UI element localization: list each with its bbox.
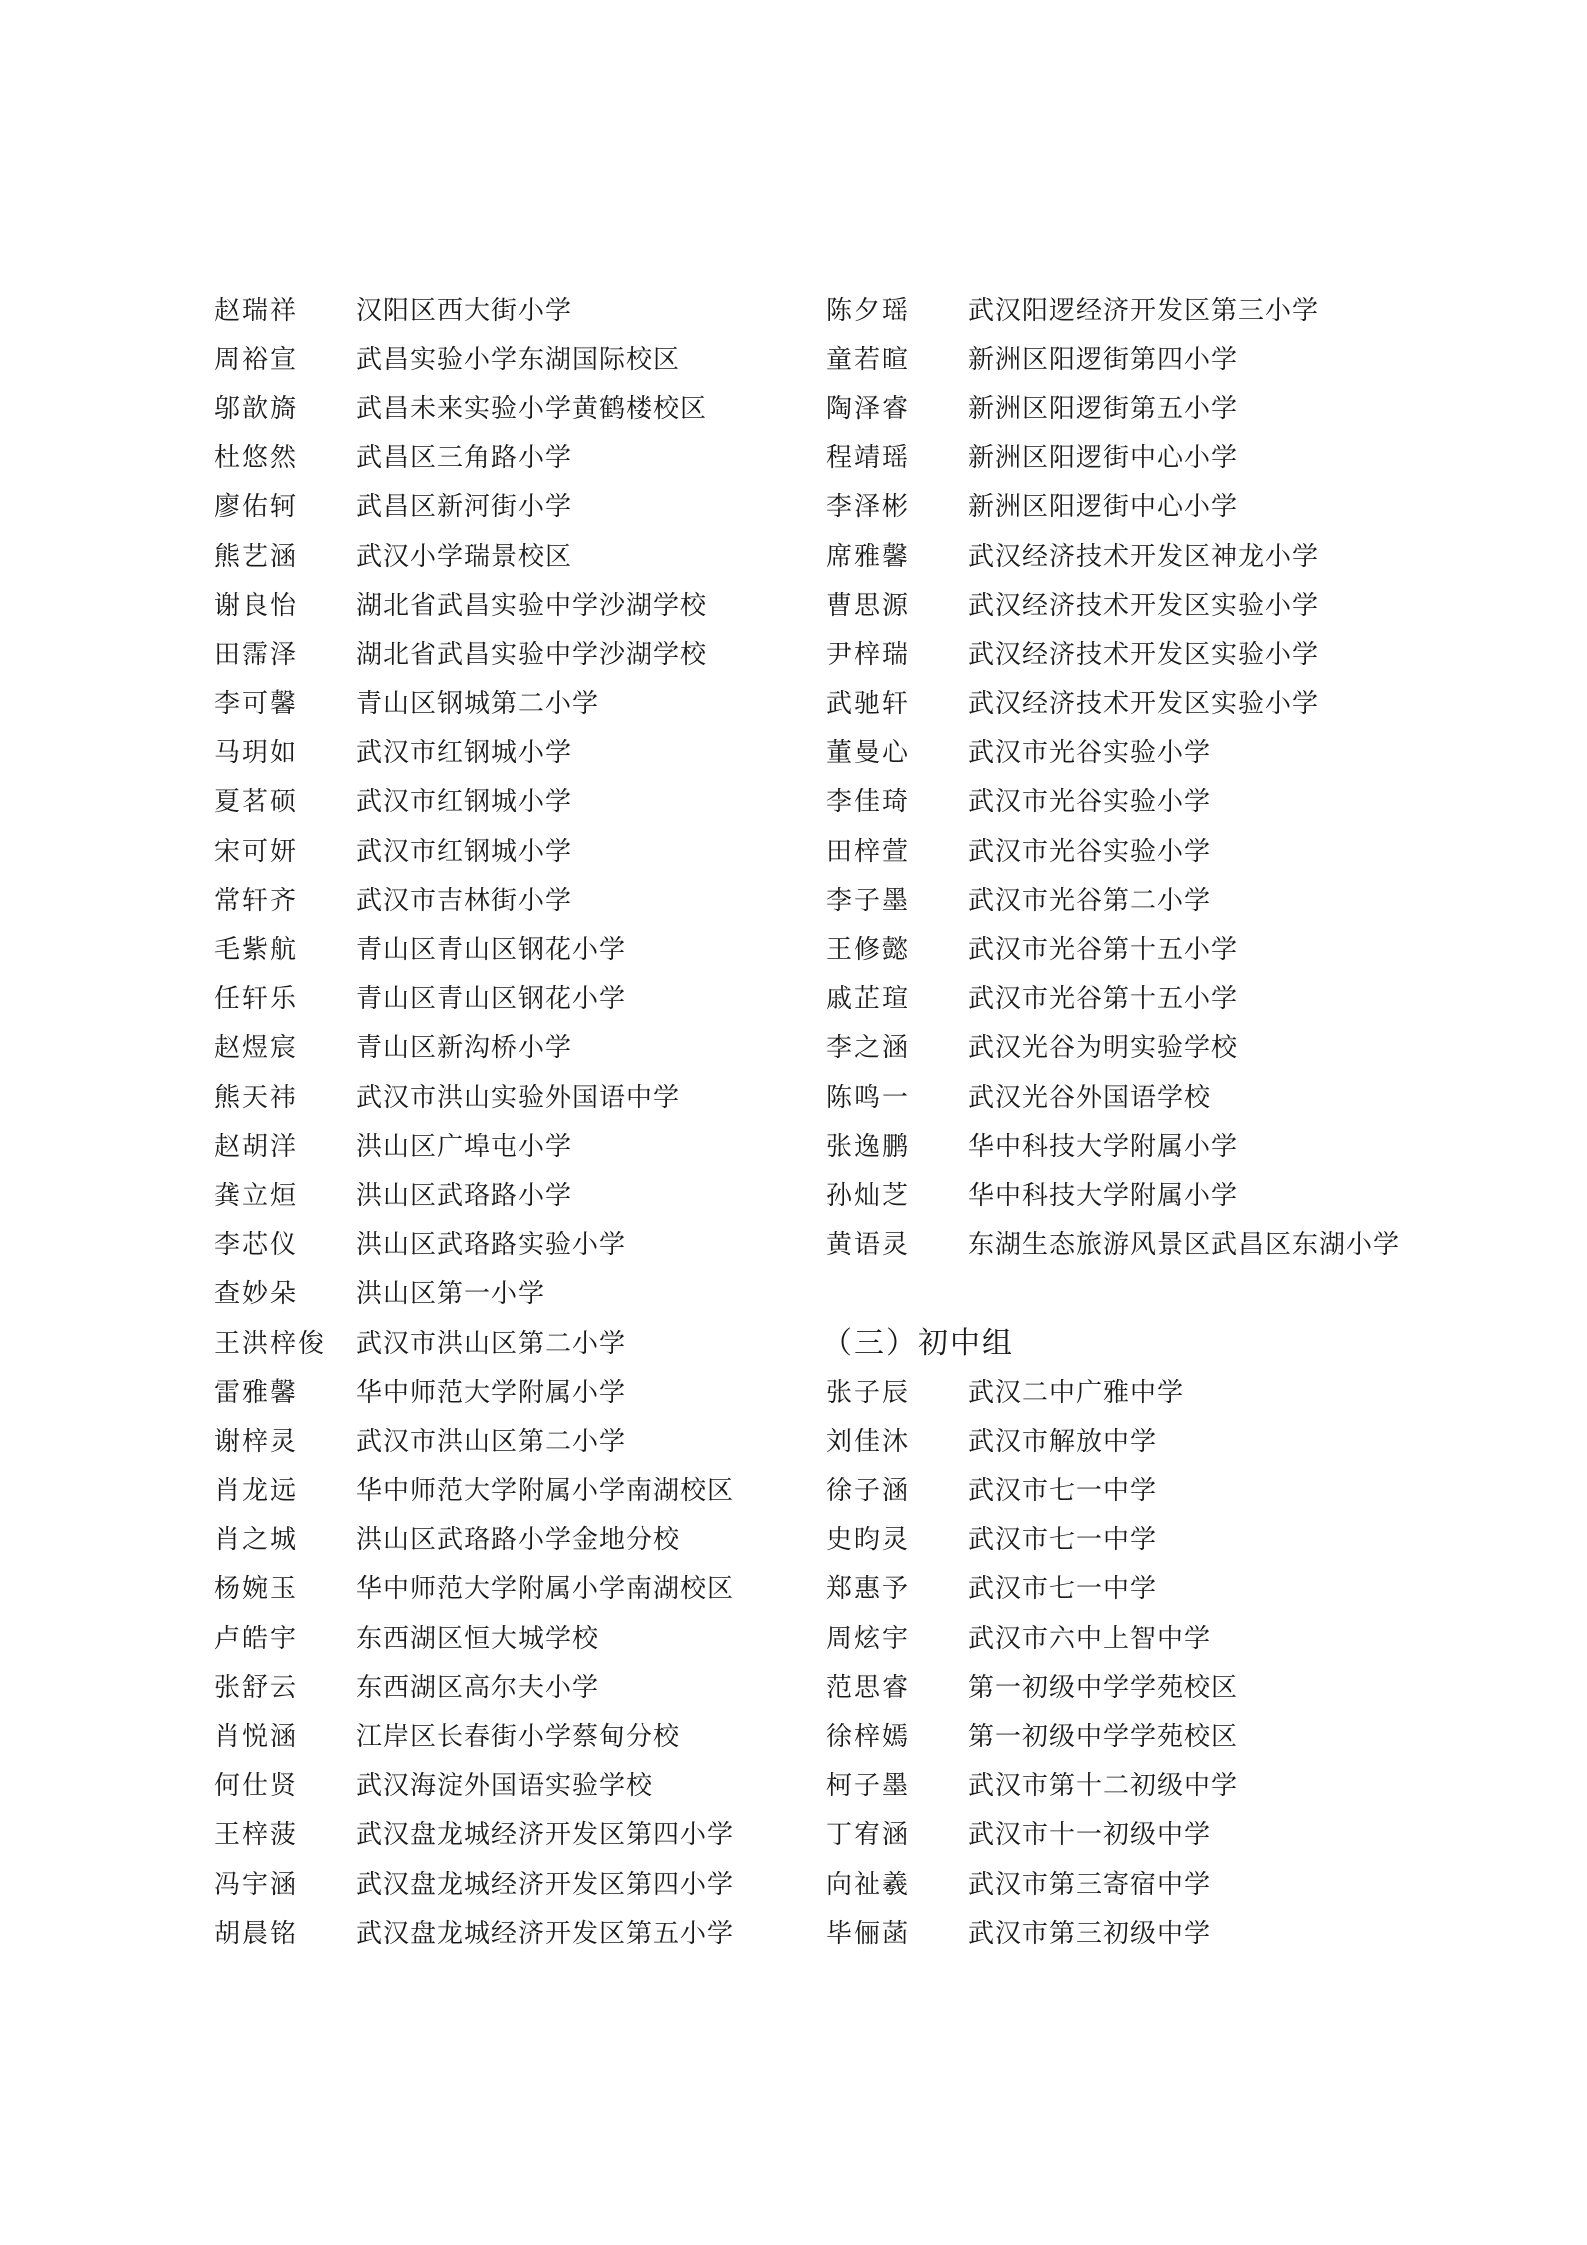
school-name: 洪山区武珞路小学金地分校 bbox=[356, 1525, 681, 1556]
school-name: 华中师范大学附属小学南湖校区 bbox=[356, 1476, 735, 1507]
list-item bbox=[214, 975, 834, 1024]
list-item bbox=[214, 1516, 834, 1565]
list-item bbox=[826, 1467, 1446, 1516]
list-item bbox=[214, 1762, 834, 1811]
list-item bbox=[214, 1171, 834, 1220]
student-name: 李子墨 bbox=[826, 885, 911, 916]
student-name: 田霈泽 bbox=[214, 639, 299, 670]
list-item bbox=[826, 1712, 1446, 1761]
school-name: 洪山区武珞路实验小学 bbox=[356, 1230, 627, 1261]
school-name: 武汉经济技术开发区神龙小学 bbox=[968, 541, 1320, 572]
list-item bbox=[214, 1024, 834, 1073]
student-name: 程靖瑶 bbox=[826, 443, 911, 474]
school-name: 东湖生态旅游风景区武昌区东湖小学 bbox=[968, 1230, 1401, 1261]
student-name: 熊艺涵 bbox=[214, 541, 299, 572]
list-item bbox=[826, 1565, 1446, 1614]
school-name: 武汉市洪山区第二小学 bbox=[356, 1426, 627, 1457]
list-item bbox=[826, 532, 1446, 581]
school-name: 武昌区新河街小学 bbox=[356, 492, 573, 523]
student-name: 廖佑轲 bbox=[214, 492, 299, 523]
section-spacer bbox=[826, 1270, 1446, 1319]
school-name: 武汉市六中上智中学 bbox=[968, 1623, 1212, 1654]
student-name: 查妙朵 bbox=[214, 1279, 299, 1310]
student-name: 谢梓灵 bbox=[214, 1426, 299, 1457]
list-item bbox=[826, 925, 1446, 974]
list-item bbox=[214, 729, 834, 778]
list-item bbox=[214, 1368, 834, 1417]
list-item bbox=[214, 434, 834, 483]
school-name: 武昌区三角路小学 bbox=[356, 443, 573, 474]
student-name: 曹思源 bbox=[826, 590, 911, 621]
student-name: 赵胡洋 bbox=[214, 1131, 299, 1162]
school-name: 武昌实验小学东湖国际校区 bbox=[356, 344, 681, 375]
student-name: 冯宇涵 bbox=[214, 1869, 299, 1900]
school-name: 武汉市光谷第十五小学 bbox=[968, 935, 1239, 966]
student-name: 武驰轩 bbox=[826, 689, 911, 720]
school-name: 武汉市洪山区第二小学 bbox=[356, 1328, 627, 1359]
list-item bbox=[214, 532, 834, 581]
list-item bbox=[214, 335, 834, 384]
school-name: 武汉市十一初级中学 bbox=[968, 1820, 1212, 1851]
student-name: 熊天祎 bbox=[214, 1082, 299, 1113]
school-name: 武汉经济技术开发区实验小学 bbox=[968, 689, 1320, 720]
school-name: 武汉市洪山实验外国语中学 bbox=[356, 1082, 681, 1113]
student-name: 李可馨 bbox=[214, 689, 299, 720]
list-item bbox=[826, 1663, 1446, 1712]
student-name: 陈夕瑶 bbox=[826, 295, 911, 326]
list-item bbox=[826, 1417, 1446, 1466]
school-name: 武汉市光谷实验小学 bbox=[968, 787, 1212, 818]
student-name: 王洪梓俊 bbox=[214, 1328, 327, 1359]
student-name: 柯子墨 bbox=[826, 1771, 911, 1802]
student-name: 戚芷瑄 bbox=[826, 984, 911, 1015]
school-name: 洪山区第一小学 bbox=[356, 1279, 546, 1310]
list-item bbox=[214, 630, 834, 679]
school-name: 青山区青山区钢花小学 bbox=[356, 984, 627, 1015]
list-item bbox=[214, 876, 834, 925]
list-item bbox=[214, 286, 834, 335]
student-name: 何仕贤 bbox=[214, 1771, 299, 1802]
list-item bbox=[826, 827, 1446, 876]
school-name: 武汉经济技术开发区实验小学 bbox=[968, 639, 1320, 670]
list-item bbox=[826, 1221, 1446, 1270]
student-name: 胡晨铭 bbox=[214, 1918, 299, 1949]
list-item bbox=[826, 1368, 1446, 1417]
school-name: 武汉市七一中学 bbox=[968, 1574, 1158, 1605]
school-name: 武汉市吉林街小学 bbox=[356, 885, 573, 916]
student-name: 范思睿 bbox=[826, 1672, 911, 1703]
list-item bbox=[826, 876, 1446, 925]
list-item bbox=[826, 1122, 1446, 1171]
student-name: 徐梓嫣 bbox=[826, 1722, 911, 1753]
school-name: 汉阳区西大街小学 bbox=[356, 295, 573, 326]
school-name: 江岸区长春街小学蔡甸分校 bbox=[356, 1722, 681, 1753]
student-name: 赵煜宸 bbox=[214, 1033, 299, 1064]
list-item bbox=[826, 483, 1446, 532]
list-item bbox=[826, 630, 1446, 679]
list-item bbox=[826, 434, 1446, 483]
list-item bbox=[826, 778, 1446, 827]
list-item bbox=[214, 1221, 834, 1270]
list-item bbox=[214, 1860, 834, 1909]
school-name: 第一初级中学学苑校区 bbox=[968, 1672, 1239, 1703]
student-name: 陈鸣一 bbox=[826, 1082, 911, 1113]
left-column bbox=[214, 286, 834, 1958]
student-name: 周炫宇 bbox=[826, 1623, 911, 1654]
list-item bbox=[826, 1171, 1446, 1220]
list-item bbox=[214, 1073, 834, 1122]
list-item bbox=[826, 1024, 1446, 1073]
school-name: 华中师范大学附属小学南湖校区 bbox=[356, 1574, 735, 1605]
school-name: 武昌未来实验小学黄鹤楼校区 bbox=[356, 393, 708, 424]
student-name: 郑惠予 bbox=[826, 1574, 911, 1605]
school-name: 武汉光谷外国语学校 bbox=[968, 1082, 1212, 1113]
student-name: 龚立烜 bbox=[214, 1180, 299, 1211]
list-item bbox=[214, 1663, 834, 1712]
school-name: 武汉市红钢城小学 bbox=[356, 836, 573, 867]
student-name: 毕俪菡 bbox=[826, 1918, 911, 1949]
school-name: 新洲区阳逻街第四小学 bbox=[968, 344, 1239, 375]
student-name: 赵瑞祥 bbox=[214, 295, 299, 326]
list-item bbox=[826, 1073, 1446, 1122]
school-name: 武汉市光谷实验小学 bbox=[968, 836, 1212, 867]
list-item bbox=[214, 1811, 834, 1860]
student-name: 马玥如 bbox=[214, 738, 299, 769]
list-item bbox=[214, 384, 834, 433]
student-name: 宋可妍 bbox=[214, 836, 299, 867]
school-name: 青山区青山区钢花小学 bbox=[356, 935, 627, 966]
list-item bbox=[826, 729, 1446, 778]
list-item bbox=[826, 1516, 1446, 1565]
student-name: 史昀灵 bbox=[826, 1525, 911, 1556]
student-name: 谢良怡 bbox=[214, 590, 299, 621]
school-name: 武汉盘龙城经济开发区第四小学 bbox=[356, 1869, 735, 1900]
student-name: 张舒云 bbox=[214, 1672, 299, 1703]
school-name: 东西湖区恒大城学校 bbox=[356, 1623, 600, 1654]
school-name: 武汉市解放中学 bbox=[968, 1426, 1158, 1457]
student-name: 肖之城 bbox=[214, 1525, 299, 1556]
student-name: 董曼心 bbox=[826, 738, 911, 769]
student-name: 杨婉玉 bbox=[214, 1574, 299, 1605]
student-name: 肖龙远 bbox=[214, 1476, 299, 1507]
student-name: 雷雅馨 bbox=[214, 1377, 299, 1408]
student-name: 尹梓瑞 bbox=[826, 639, 911, 670]
list-item bbox=[214, 1712, 834, 1761]
school-name: 洪山区广埠屯小学 bbox=[356, 1131, 573, 1162]
student-name: 王修懿 bbox=[826, 935, 911, 966]
list-item bbox=[826, 680, 1446, 729]
list-item bbox=[826, 335, 1446, 384]
list-item bbox=[826, 286, 1446, 335]
school-name: 武汉市红钢城小学 bbox=[356, 738, 573, 769]
student-name: 肖悦涵 bbox=[214, 1722, 299, 1753]
school-name: 武汉经济技术开发区实验小学 bbox=[968, 590, 1320, 621]
student-name: 邬歆旖 bbox=[214, 393, 299, 424]
student-name: 席雅馨 bbox=[826, 541, 911, 572]
school-name: 新洲区阳逻街第五小学 bbox=[968, 393, 1239, 424]
school-name: 武汉市第三寄宿中学 bbox=[968, 1869, 1212, 1900]
school-name: 湖北省武昌实验中学沙湖学校 bbox=[356, 590, 708, 621]
list-item bbox=[826, 1811, 1446, 1860]
student-name: 张子辰 bbox=[826, 1377, 911, 1408]
student-name: 周裕宣 bbox=[214, 344, 299, 375]
school-name: 新洲区阳逻街中心小学 bbox=[968, 443, 1239, 474]
list-item bbox=[214, 925, 834, 974]
school-name: 青山区钢城第二小学 bbox=[356, 689, 600, 720]
school-name: 华中师范大学附属小学 bbox=[356, 1377, 627, 1408]
school-name: 武汉市第三初级中学 bbox=[968, 1918, 1212, 1949]
list-item bbox=[214, 1565, 834, 1614]
section-heading: （三）初中组 bbox=[822, 1325, 1014, 1361]
student-name: 常轩齐 bbox=[214, 885, 299, 916]
student-name: 李泽彬 bbox=[826, 492, 911, 523]
student-name: 王梓菠 bbox=[214, 1820, 299, 1851]
student-name: 陶泽睿 bbox=[826, 393, 911, 424]
list-item bbox=[214, 581, 834, 630]
student-name: 夏茗硕 bbox=[214, 787, 299, 818]
school-name: 武汉二中广雅中学 bbox=[968, 1377, 1185, 1408]
school-name: 武汉市红钢城小学 bbox=[356, 787, 573, 818]
student-name: 张逸鹏 bbox=[826, 1131, 911, 1162]
school-name: 青山区新沟桥小学 bbox=[356, 1033, 573, 1064]
student-name: 孙灿芝 bbox=[826, 1180, 911, 1211]
school-name: 武汉市光谷第十五小学 bbox=[968, 984, 1239, 1015]
student-name: 卢皓宇 bbox=[214, 1623, 299, 1654]
school-name: 东西湖区高尔夫小学 bbox=[356, 1672, 600, 1703]
student-name: 田梓萱 bbox=[826, 836, 911, 867]
school-name: 武汉盘龙城经济开发区第五小学 bbox=[356, 1918, 735, 1949]
school-name: 华中科技大学附属小学 bbox=[968, 1180, 1239, 1211]
list-item bbox=[214, 778, 834, 827]
list-item bbox=[826, 384, 1446, 433]
student-name: 刘佳沐 bbox=[826, 1426, 911, 1457]
student-name: 丁宥涵 bbox=[826, 1820, 911, 1851]
school-name: 武汉市光谷第二小学 bbox=[968, 885, 1212, 916]
school-name: 新洲区阳逻街中心小学 bbox=[968, 492, 1239, 523]
list-item bbox=[214, 483, 834, 532]
right-column bbox=[822, 286, 1446, 1958]
list-item bbox=[826, 975, 1446, 1024]
school-name: 华中科技大学附属小学 bbox=[968, 1131, 1239, 1162]
student-name: 向祉羲 bbox=[826, 1869, 911, 1900]
student-name: 李之涵 bbox=[826, 1033, 911, 1064]
student-name: 童若暄 bbox=[826, 344, 911, 375]
school-name: 武汉市第十二初级中学 bbox=[968, 1771, 1239, 1802]
school-name: 武汉市光谷实验小学 bbox=[968, 738, 1212, 769]
student-name: 李佳琦 bbox=[826, 787, 911, 818]
list-item bbox=[214, 1417, 834, 1466]
student-name: 徐子涵 bbox=[826, 1476, 911, 1507]
school-name: 湖北省武昌实验中学沙湖学校 bbox=[356, 639, 708, 670]
list-item bbox=[214, 827, 834, 876]
school-name: 第一初级中学学苑校区 bbox=[968, 1722, 1239, 1753]
list-item bbox=[826, 581, 1446, 630]
school-name: 武汉光谷为明实验学校 bbox=[968, 1033, 1239, 1064]
list-item bbox=[214, 1909, 834, 1958]
student-name: 杜悠然 bbox=[214, 443, 299, 474]
list-item bbox=[214, 1122, 834, 1171]
list-item bbox=[826, 1614, 1446, 1663]
school-name: 武汉阳逻经济开发区第三小学 bbox=[968, 295, 1320, 326]
list-item bbox=[826, 1909, 1446, 1958]
list-item bbox=[214, 1467, 834, 1516]
list-item bbox=[826, 1860, 1446, 1909]
school-name: 洪山区武珞路小学 bbox=[356, 1180, 573, 1211]
school-name: 武汉小学瑞景校区 bbox=[356, 541, 573, 572]
student-name: 任轩乐 bbox=[214, 984, 299, 1015]
list-item bbox=[214, 680, 834, 729]
list-item bbox=[214, 1614, 834, 1663]
school-name: 武汉市七一中学 bbox=[968, 1476, 1158, 1507]
school-name: 武汉盘龙城经济开发区第四小学 bbox=[356, 1820, 735, 1851]
list-item bbox=[826, 1762, 1446, 1811]
student-name: 黄语灵 bbox=[826, 1230, 911, 1261]
student-name: 李芯仪 bbox=[214, 1230, 299, 1261]
student-name: 毛紫航 bbox=[214, 935, 299, 966]
school-name: 武汉市七一中学 bbox=[968, 1525, 1158, 1556]
list-item bbox=[214, 1270, 834, 1319]
school-name: 武汉海淀外国语实验学校 bbox=[356, 1771, 654, 1802]
list-item bbox=[214, 1319, 834, 1368]
